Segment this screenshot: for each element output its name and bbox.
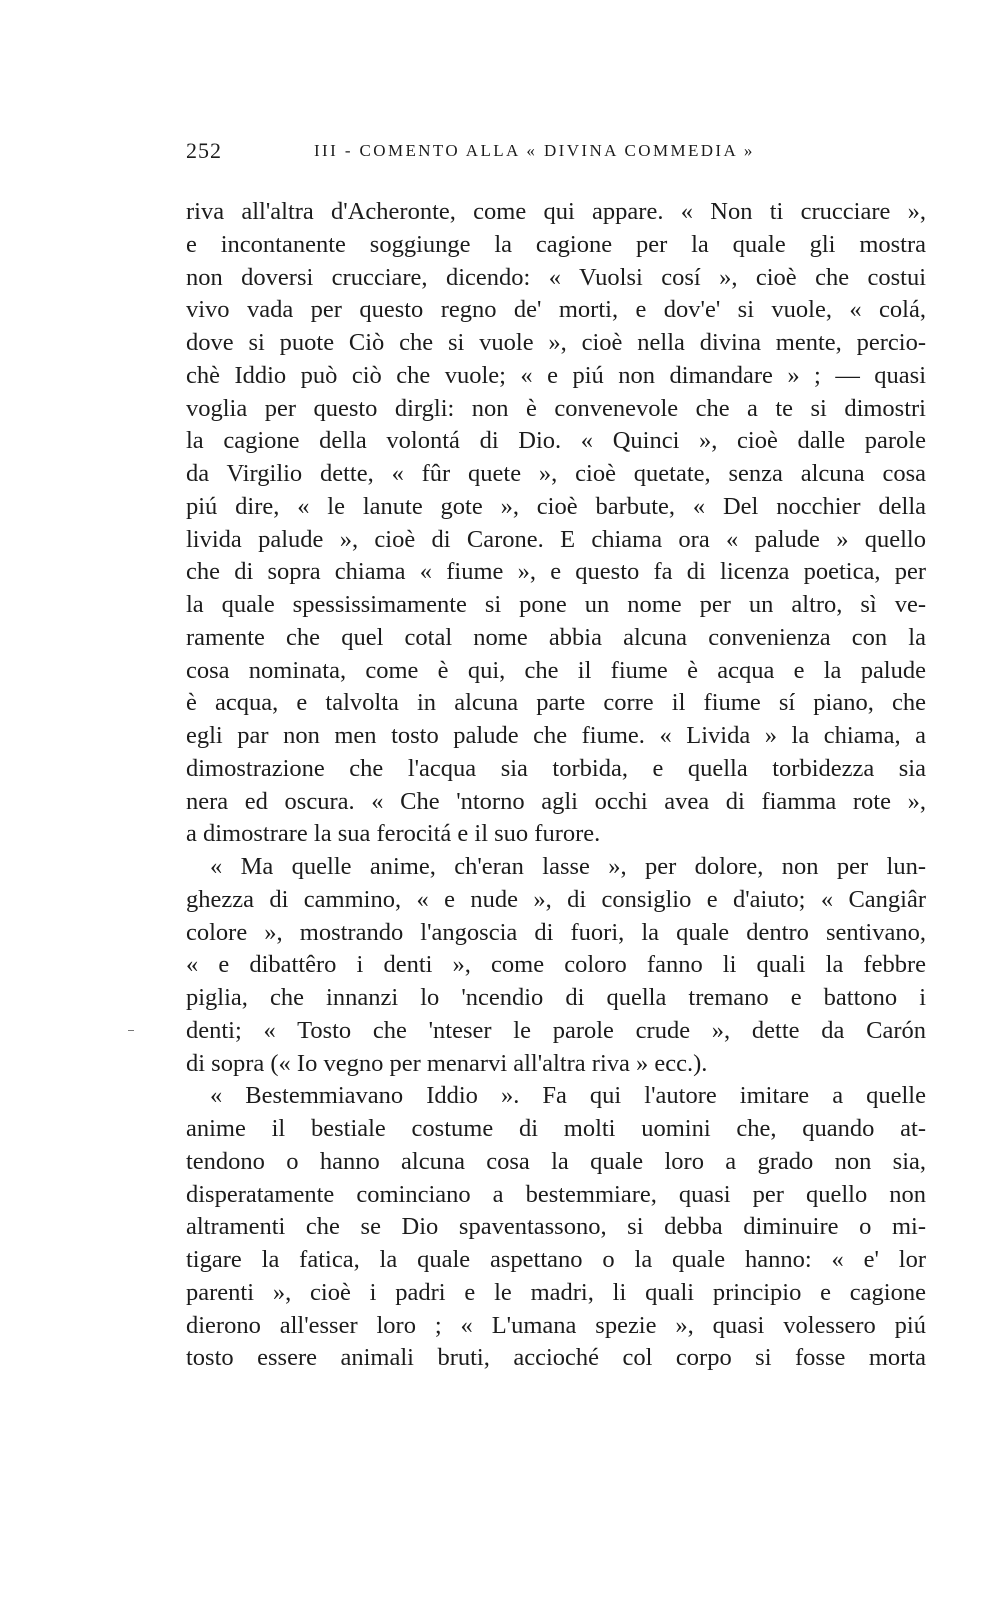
text-line: colore », mostrando l'angoscia di fuori, la quale dentro sentivano, [186,918,926,946]
text-line: nera ed oscura. « Che 'ntorno agli occhi avea di fiamma rote », [186,787,926,815]
text-line: « e dibattêro i denti », come coloro fanno li quali la febbre [186,951,926,979]
text-line: di sopra (« Io vegno per menarvi all'altra riva » ecc.). [186,1049,708,1077]
text-line: la cagione della volontá di Dio. « Quinci », cioè dalle parole [186,427,926,455]
body-text [186,196,926,1375]
text-line: non doversi crucciare, dicendo: « Vuolsi cosí », cioè che costui [186,263,926,291]
text-line: voglia per questo dirgli: non è convenevole che a te si dimostri [186,394,926,422]
text-line: « Ma quelle anime, ch'eran lasse », per dolore, non per lun- [210,853,926,880]
text-line: tosto essere animali bruti, accioché col corpo si fosse morta [186,1344,926,1372]
page-number: 252 [186,138,222,163]
text-line: dimostrazione che l'acqua sia torbida, e quella torbidezza sia [186,754,926,782]
text-line: cosa nominata, come è qui, che il fiume è acqua e la palude [186,656,926,684]
text-line: è acqua, e talvolta in alcuna parte corre il fiume sí piano, che [186,689,926,717]
text-line: vivo vada per questo regno de' morti, e dov'e' si vuole, « colá, [186,296,926,324]
text-line: piú dire, « le lanute gote », cioè barbute, « Del nocchier della [186,492,926,520]
text-line: dove si puote Ciò che si vuole », cioè nella divina mente, percio- [186,329,926,356]
page-header [186,138,926,166]
text-line: egli par non men tosto palude che fiume. « Livida » la chiama, a [186,722,926,749]
text-line: e incontanente soggiunge la cagione per la quale gli mostra [186,230,926,258]
text-line: la quale spessissimamente si pone un nome per un altro, sì ve- [186,591,926,618]
text-line: ramente che quel cotal nome abbia alcuna convenienza con la [186,623,926,651]
text-line: chè Iddio può ciò che vuole; « e piú non dimandare » ; — quasi [186,361,926,389]
text-line: livida palude », cioè di Carone. E chiama ora « palude » quello [186,525,926,553]
text-line: da Virgilio dette, « fûr quete », cioè quetate, senza alcuna cosa [186,460,926,487]
text-line: anime il bestiale costume di molti uomini che, quando at- [186,1115,926,1142]
text-line: tendono o hanno alcuna cosa la quale loro a grado non sia, [186,1147,926,1175]
running-head: III - COMENTO ALLA « DIVINA COMMEDIA » [314,141,755,160]
text-line: riva all'altra d'Acheronte, come qui appare. « Non ti crucciare », [186,198,926,225]
text-line: « Bestemmiavano Iddio ». Fa qui l'autore imitare a quelle [210,1082,926,1110]
text-line: piglia, che innanzi lo 'ncendio di quella tremano e battono i [186,984,926,1011]
text-line: a dimostrare la sua ferocitá e il suo furore. [186,820,601,848]
text-line: ghezza di cammino, « e nude », di consiglio e d'aiuto; « Cangiâr [186,885,926,913]
text-line: denti; « Tosto che 'nteser le parole crude », dette da Carón [186,1016,926,1044]
text-line: che di sopra chiama « fiume », e questo fa di licenza poetica, per [186,558,926,586]
text-line: disperatamente cominciano a bestemmiare, quasi per quello non [186,1180,926,1208]
text-line: tigare la fatica, la quale aspettano o la quale hanno: « e' lor [186,1246,926,1273]
text-line: parenti », cioè i padri e le madri, li quali principio e cagione [186,1278,926,1306]
text-line: dierono all'esser loro ; « L'umana spezie », quasi volessero piú [186,1311,926,1339]
margin-mark [128,1030,134,1031]
text-line: altramenti che se Dio spaventassono, si debba diminuire o mi- [186,1213,926,1241]
